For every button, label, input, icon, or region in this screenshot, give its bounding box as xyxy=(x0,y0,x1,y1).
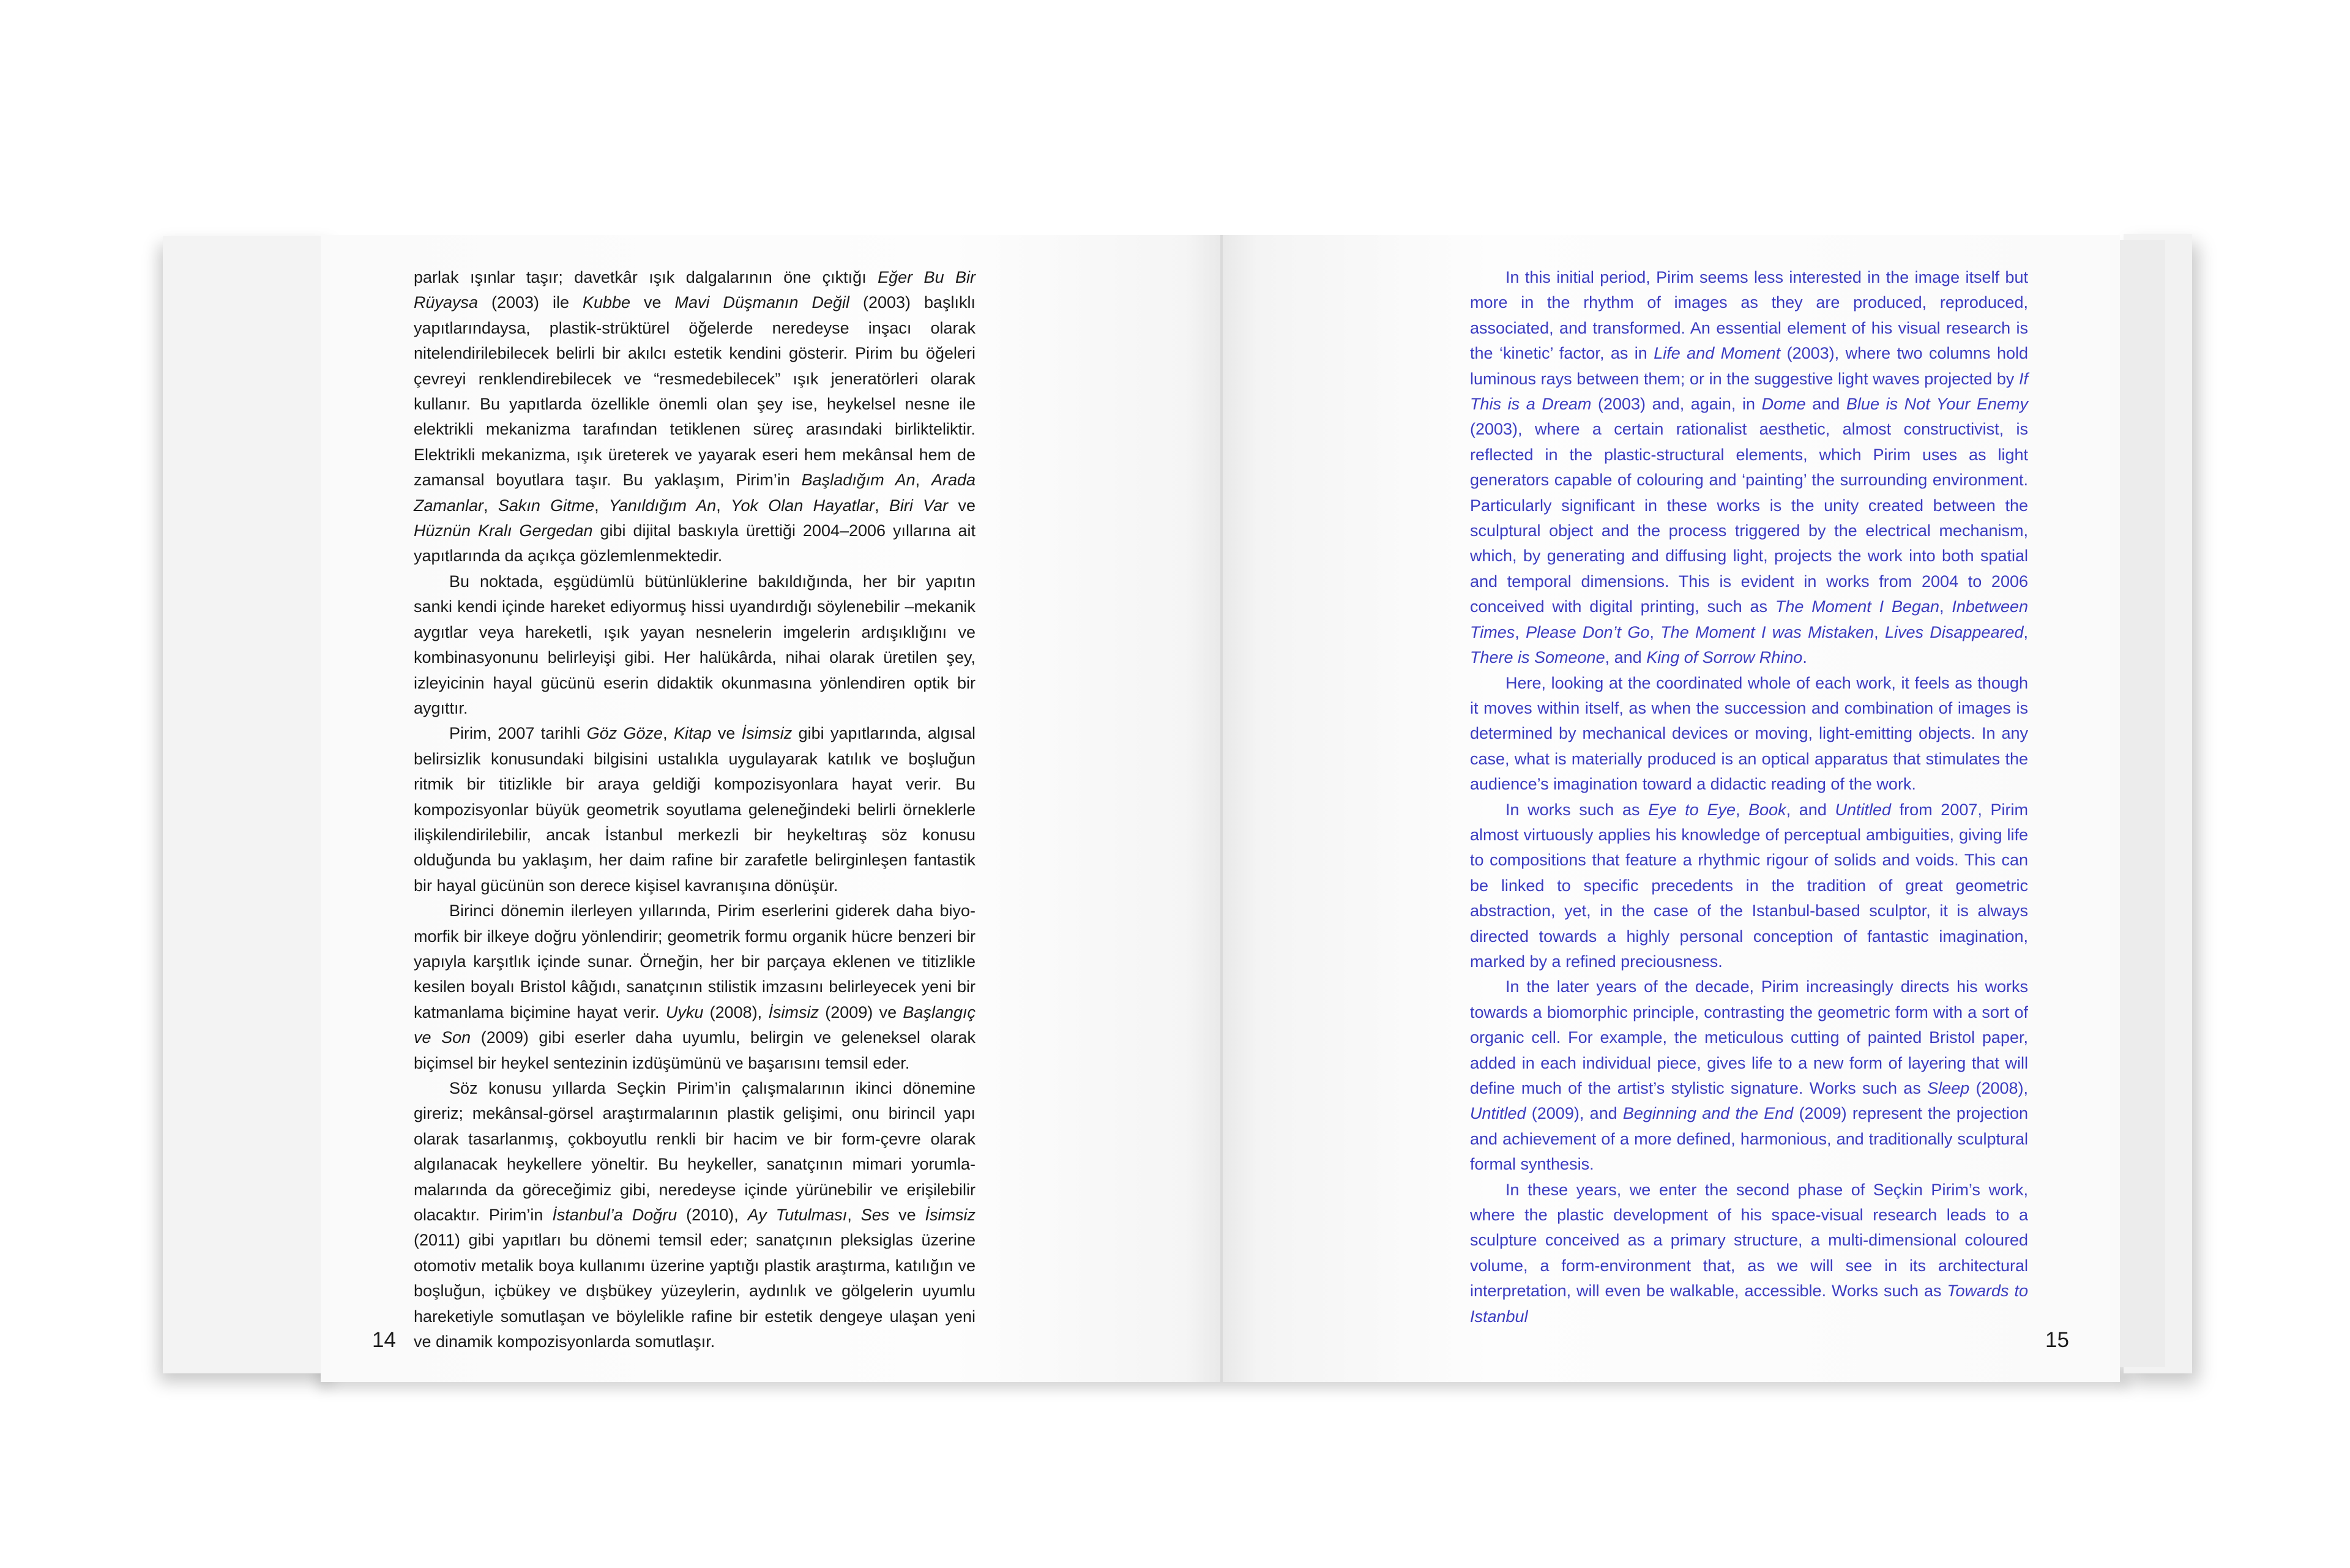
artwork-title: Life and Moment xyxy=(1654,344,1781,363)
text-run: (2003), where two columns hold luminous rays between them; or in the suggestive light waves projected by xyxy=(1470,344,2028,388)
text-run: (2009), and xyxy=(1526,1104,1623,1123)
artwork-title: Untitled xyxy=(1835,800,1892,819)
text-run: , xyxy=(2023,622,2028,641)
artwork-title: Beginning and the End xyxy=(1622,1104,1794,1123)
artwork-title: İstanbul’a Doğru xyxy=(552,1206,677,1225)
page-number-right: 15 xyxy=(2045,1328,2069,1352)
artwork-title: Kubbe xyxy=(582,293,631,312)
paragraph xyxy=(414,569,975,721)
artwork-title: Kitap xyxy=(673,724,712,743)
left-page-body-text xyxy=(414,265,975,1354)
paragraph xyxy=(1470,974,2028,1177)
artwork-title: Untitled xyxy=(1470,1104,1526,1123)
artwork-title: Başlangıç ve Son xyxy=(414,1002,975,1047)
artwork-title: Inbetween Times xyxy=(1470,597,2028,641)
text-run: , xyxy=(1735,800,1749,819)
text-run: Söz konusu yıllarda Seçkin Pirim’in çalışmalarının ikinci dönemine gireriz; mekânsal-görsel araştırmalarının plastik gelişimi, onu birincil yapı olarak tasarlanmış, çokboyutlu renkli bir hacim ve bir form-çevre olarak algılanacak heykellere yöneltir. Bu heykeller, sanatçının mimari yorumlamalarında da göreceğimiz gibi, neredeyse içinde yürünebilir ve erişilebilir olacaktır. Pirim’in xyxy=(414,1079,975,1225)
text-run: . xyxy=(1802,648,1807,667)
artwork-title: Göz Göze xyxy=(586,724,663,743)
book-gutter xyxy=(1220,235,1223,1382)
text-run: from 2007, Pirim almost virtuously applies his knowledge of perceptual ambiguities, giving life to compositions that feature a rhythmic rigour of solids and voids. This can be linked to specific precedents in the tradition of great geometric abstraction, yet, in the case of the Istanbul-based sculptor, it is always directed towards a highly personal conception of fantastic imagination, marked by a refined preciousness. xyxy=(1470,800,2028,971)
text-run: , xyxy=(875,496,889,515)
text-run: , xyxy=(915,471,931,490)
text-run: gibi dijital baskıyla ürettiği 2004–2006 yıllarına ait yapıtlarında da açıkça gözlemlenmektedir. xyxy=(414,521,976,566)
text-run: , xyxy=(1874,622,1886,641)
text-run: ve xyxy=(630,293,675,312)
artwork-title: Yok Olan Hayatlar xyxy=(731,496,875,515)
text-run: In these years, we enter the second phase of Seçkin Pirim’s work, where the plastic development of his space-visual research leads to a sculpture conceived as a primary structure, a multi-dimensional coloured volume, a form-environment that, as we will see in its architectural interpretation, will even be walkable, accessible. Works such as xyxy=(1470,1180,2028,1301)
text-run: In the later years of the decade, Pirim increasingly directs his works towards a biomorphic principle, contrasting the geometric form with a sort of organic cell. For example, the meticulous cutting of painted Bristol paper, added in each individual piece, gives life to a new form of layering that will define much of the artist’s stylistic signature. Works such as xyxy=(1470,977,2028,1097)
text-run: , xyxy=(594,496,609,515)
text-run: (2008), xyxy=(1969,1079,2029,1097)
text-run: Bu noktada, eşgüdümlü bütünlüklerine bakıldığında, her bir yapıtın sanki kendi içinde hareket ediyormuş hissi uyandırdığı söylenebilir –mekanik aygıtlar veya hareketli, ışık yayan nesnelerin imgelerin ardışıklığını ve kombinasyonunu belirleyişi gibi. Her halükârda, nihai olarak üretilen şey, izleyicinin hayal gücünü eserin didaktik okunmasına yönlendiren optik bir aygıttır. xyxy=(414,572,975,717)
text-run: (2003) başlıklı yapıtlarındaysa, plastik-strüktürel öğelerde neredeyse inşacı olarak nitelendirilebilecek belirli bir akılcı estetik kendini gösterir. Pirim bu öğeleri çevreyi renklendirebilecek ve “resmedebilecek” ışık jeneratörleri olarak kullanır. Bu yapıtlarda özellikle önemli olan şey ise, heykelsel nesne ile elektrikli mekanizma tarafından tetiklenen süreç arasındaki birlikteliktir. Elektrikli mekanizma, ışık üreterek ve yayarak eseri hem mekânsal hem de zamansal boyutlara taşır. Bu yaklaşım, Pirim’in xyxy=(414,293,975,490)
paragraph xyxy=(414,265,975,569)
artwork-title: Arada Zamanlar xyxy=(414,471,975,515)
page-number-left: 14 xyxy=(372,1328,396,1352)
paragraph xyxy=(1470,265,2028,671)
right-page-body-text xyxy=(1470,265,2028,1329)
artwork-title: The Moment I Began xyxy=(1775,597,1940,616)
artwork-title: Hüznün Kralı Gergedan xyxy=(414,521,593,540)
text-run: (2003), where a certain rationalist aesthetic, almost constructivist, is reflected in the plastic-structural elements, which Pirim uses as light generators capable of colouring and ‘painting’ the surrounding environment. Particularly significant in these works is the unity created between the sculptural object and the process triggered by the electrical mechanism, which, by generating and diffusing light, projects the work into both spatial and temporal dimensions. This is evident in works from 2004 to 2006 conceived with digital printing, such as xyxy=(1470,420,2028,616)
artwork-title: If This is a Dream xyxy=(1470,369,2028,414)
text-run: , xyxy=(1515,622,1526,641)
text-run: In this initial period, Pirim seems less interested in the image itself but more in the rhythm of images as they are produced, reproduced, associated, and transformed. An essential element of his visual research is the ‘kinetic’ factor, as in xyxy=(1470,268,2028,363)
artwork-title: Yanıldığım An xyxy=(608,496,717,515)
artwork-title: Ses xyxy=(860,1206,890,1225)
text-run: , xyxy=(1649,622,1661,641)
page-edges-right xyxy=(2117,240,2165,1367)
artwork-title: İsimsiz xyxy=(768,1002,819,1021)
text-run: (2008), xyxy=(703,1002,769,1021)
text-run: ve xyxy=(948,496,975,515)
artwork-title: Lives Disappeared xyxy=(1885,622,2024,641)
artwork-title: Please Don’t Go xyxy=(1526,622,1650,641)
text-run: (2010), xyxy=(677,1206,748,1225)
text-run: , xyxy=(663,724,674,743)
artwork-title: Eğer Bu Bir Rüyaysa xyxy=(414,268,975,312)
paragraph xyxy=(414,898,975,1076)
text-run: In works such as xyxy=(1505,800,1649,819)
text-run: , and xyxy=(1605,648,1647,667)
artwork-title: Eye to Eye xyxy=(1648,800,1736,819)
text-run: , xyxy=(483,496,498,515)
text-run: (2003) ile xyxy=(478,293,583,312)
artwork-title: Book xyxy=(1748,800,1786,819)
artwork-title: Biri Var xyxy=(889,496,949,515)
paragraph xyxy=(414,1076,975,1354)
artwork-title: Dome xyxy=(1761,395,1806,414)
artwork-title: There is Someone xyxy=(1470,648,1605,667)
artwork-title: Blue is Not Your Enemy xyxy=(1846,395,2029,414)
text-run: (2003) and, again, in xyxy=(1591,395,1762,414)
text-run: Birinci dönemin ilerleyen yıllarında, Pirim eserlerini giderek daha biyomorfik bir ilkeye doğru yönlendirir; geometrik formu organik hücre benzeri bir yapıyla karşıtlık içinde sunar. Örneğin, her bir parçaya eklenen ve titizlikle kesilen boyalı Bristol kâğıdı, sanatçının stilistik imzasını belirleyecek yeni bir katmanlama biçimine hayat verir. xyxy=(414,902,975,1021)
paragraph xyxy=(1470,797,2028,975)
text-run: and xyxy=(1805,395,1846,414)
text-run: gibi yapıtlarında, algısal belirsizlik konusundaki bilgisini ustalıkla uygulayarak katılık ve boşluğun ritmik bir titizlikle bir araya geldiği kompozisyonlara hayat verir. Bu kompozisyonlar büyük geometrik soyutlama geleneğindeki belirli örneklerle ilişkilendirilebilir, ancak İstanbul merkezli bir heykeltıraş söz konusu olduğunda bu yaklaşım, her daim rafine bir zarafetle belirginleşen fantastik bir hayal gücünün son derece kişisel kavranışına dönüşür. xyxy=(414,724,975,895)
artwork-title: Sakın Gitme xyxy=(498,496,595,515)
artwork-title: Mavi Düşmanın Değil xyxy=(674,293,849,312)
text-run: ve xyxy=(711,724,742,743)
text-run: , xyxy=(1939,597,1952,616)
text-run: , xyxy=(847,1206,861,1225)
text-run: Here, looking at the coordinated whole of each work, it feels as though it moves within itself, as when the succession and combination of images is determined by mechanical devices or moving, light-emitting objects. In any case, what is materially produced is an optical apparatus that stimulates the audience’s imagination toward a didactic reading of the work. xyxy=(1470,673,2028,794)
artwork-title: İsimsiz xyxy=(925,1206,975,1225)
artwork-title: Towards to Istanbul xyxy=(1470,1282,2028,1326)
text-run: (2009) gibi eserler daha uyumlu, belirgin ve geleneksel olarak biçimsel bir heykel sentezinin izdüşümünü ve başarısını temsil eder. xyxy=(414,1028,976,1072)
artwork-title: İsimsiz xyxy=(741,724,793,743)
artwork-title: King of Sorrow Rhino xyxy=(1646,648,1803,667)
artwork-title: Başladığım An xyxy=(801,471,916,490)
text-run: , and xyxy=(1786,800,1835,819)
text-run: Pirim, 2007 tarihli xyxy=(449,724,587,743)
artwork-title: Ay Tutulması xyxy=(747,1206,848,1225)
text-run: parlak ışınlar taşır; davetkâr ışık dalgalarının öne çıktığı xyxy=(414,268,878,286)
paragraph xyxy=(1470,671,2028,797)
paragraph xyxy=(1470,1178,2028,1329)
text-run: (2009) represent the projection and achievement of a more defined, harmonious, and traditionally sculptural formal synthesis. xyxy=(1470,1104,2028,1174)
book-cover-left xyxy=(163,236,334,1373)
text-run: ve xyxy=(889,1206,925,1225)
artwork-title: Uyku xyxy=(665,1002,704,1021)
text-run: , xyxy=(716,496,731,515)
paragraph xyxy=(414,721,975,898)
artwork-title: The Moment I was Mistaken xyxy=(1660,622,1874,641)
artwork-title: Sleep xyxy=(1927,1079,1970,1097)
text-run: (2011) gibi yapıtları bu dönemi temsil eder; sanatçının pleksiglas üzerine otomotiv metalik boya kullanımı üzerine yaptığı plastik araştırma, katılığın ve boşluğun, içbükey ve dışbükey yüzeylerin, aydınlık ve gölgelerin uyumlu hareketiyle somutlaşan ve böylelikle rafine bir estetik dengeye ulaşan yeni ve dinamik kompozisyonlarda somutlaşır. xyxy=(414,1231,975,1351)
text-run: (2009) ve xyxy=(818,1002,903,1021)
